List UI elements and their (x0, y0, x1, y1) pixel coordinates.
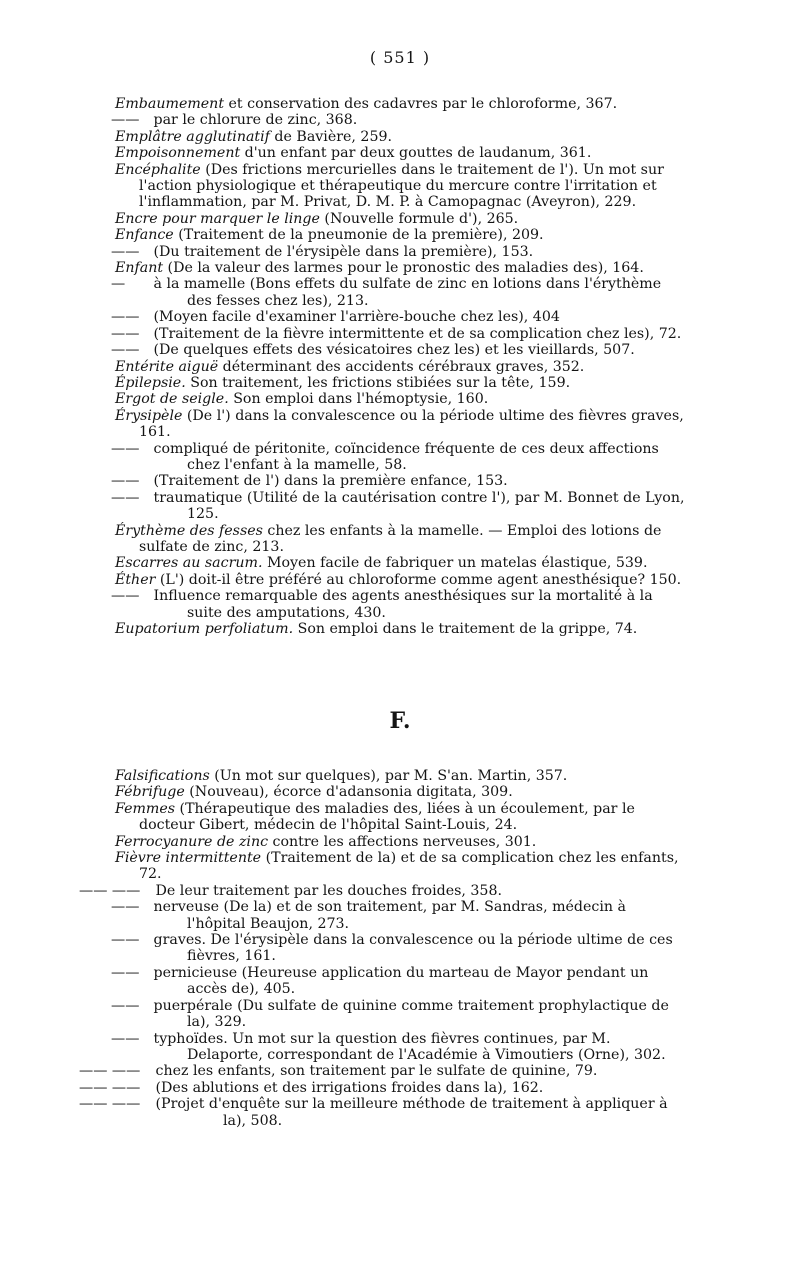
entry-headword: Empoisonnement (115, 145, 241, 162)
index-entry (115, 211, 687, 227)
index-section-f (79, 768, 687, 1129)
entry-headword: Embaumement (115, 96, 225, 112)
index-entry: —— (Traitement de l') dans la première enfance, 153. (111, 473, 508, 490)
index-entry: —— compliqué de péritonite, coïncidence fréquente de ces deux affections chez l'enfant à la mamelle, 58. (111, 440, 659, 473)
entry-text: (Traitement de la fièvre intermittente et de sa complication chez les), 72. (149, 325, 682, 342)
entry-text: (Nouveau), écorce d'adansonia digitata, 309. (184, 784, 513, 801)
index-entry (115, 227, 687, 243)
entry-text: d'un enfant par deux gouttes de laudanum, 361. (240, 145, 592, 162)
entry-text: Influence remarquable des agents anesthésiques sur la mortalité à la suite des amputations, 430. (149, 588, 653, 621)
entry-headword: Eupatorium perfoliatum. (115, 621, 294, 637)
entry-headword: Falsifications (115, 768, 210, 784)
entry-text: (L') doit-il être préféré au chloroforme comme agent anesthésique? 150. (155, 571, 682, 588)
entry-headword: Fièvre intermittente (115, 850, 262, 867)
entry-text: Moyen facile de fabriquer un matelas élastique, 539. (262, 555, 648, 572)
entry-text: compliqué de péritonite, coïncidence fréquente de ces deux affections chez l'enfant à la mamelle, 58. (149, 440, 659, 473)
entry-text: graves. De l'érysipèle dans la convalescence ou la période ultime de ces fièvres, 161. (149, 932, 673, 965)
entry-headword: Escarres au sacrum. (115, 555, 263, 572)
index-entry (115, 834, 687, 850)
page-number: ( 551 ) (369, 48, 431, 67)
index-entry (115, 768, 687, 784)
entry-text: contre les affections nerveuses, 301. (268, 833, 537, 850)
entry-text: de Bavière, 259. (269, 128, 393, 145)
index-entry: — à la mamelle (Bons effets du sulfate de zinc en lotions dans l'érythème des fesses chez les), 213. (111, 276, 662, 309)
entry-headword: Enfant (115, 260, 164, 277)
entry-text: (Nouvelle formule d'), 265. (319, 210, 519, 227)
index-entry (115, 801, 687, 834)
index-entry (115, 96, 687, 112)
entry-text: (Thérapeutique des maladies des, liées à un écoulement, par le docteur Gibert, médecin de l'hôpital Saint-Louis, 24. (139, 800, 635, 834)
index-entry: —— par le chlorure de zinc, 368. (111, 112, 358, 129)
entry-headword: Femmes (115, 800, 176, 817)
entry-text: traumatique (Utilité de la cautérisation contre l'), par M. Bonnet de Lyon, 125. (149, 489, 685, 523)
entry-text: et conservation des cadavres par le chloroforme, 367. (224, 96, 618, 112)
index-entry: —— graves. De l'érysipèle dans la convalescence ou la période ultime de ces fièvres, 161. (111, 932, 673, 965)
entry-headword: Épilepsie. (115, 374, 186, 391)
entry-text: Son traitement, les frictions stibiées sur la tête, 159. (185, 374, 571, 391)
index-entry: —— (Traitement de la fièvre intermittente et de sa complication chez les), 72. (111, 325, 682, 342)
entry-text: nerveuse (De la) et de son traitement, par M. Sandras, médecin à l'hôpital Beaujon, 273. (149, 899, 626, 932)
index-entry (115, 572, 687, 588)
entry-headword: Éther (115, 571, 156, 588)
index-entry: —— —— (Des ablutions et des irrigations froides dans la), 162. (79, 1079, 544, 1096)
index-entry: —— traumatique (Utilité de la cautérisation contre l'), par M. Bonnet de Lyon, 125. (111, 489, 685, 523)
entry-text: (Du traitement de l'érysipèle dans la première), 153. (149, 243, 534, 260)
entry-text: (Des frictions mercurielles dans le traitement de l'). Un mot sur l'action physiologique et thérapeutique du mercure contre l'irritation et l'inflammation, par M. Privat, D. M. P. à Camopagnac (Aveyron), 229. (139, 161, 664, 211)
entry-text: (Traitement de l') dans la première enfance, 153. (149, 473, 508, 490)
index-entry (115, 391, 687, 407)
index-entry (115, 784, 687, 800)
entry-headword: Fébrifuge (115, 784, 185, 801)
index-entry: —— puerpérale (Du sulfate de quinine comme traitement prophylactique de la), 329. (111, 997, 669, 1031)
entry-text: Son emploi dans le traitement de la grippe, 74. (293, 621, 638, 637)
entry-text: par le chlorure de zinc, 368. (149, 112, 358, 129)
entry-text: Son emploi dans l'hémoptysie, 160. (228, 391, 489, 408)
index-entry: —— —— (Projet d'enquête sur la meilleure méthode de traitement à appliquer à la), 508. (79, 1096, 668, 1129)
entry-text: (De quelques effets des vésicatoires chez les) et les vieillards, 507. (149, 342, 635, 359)
entry-headword: Entérite aiguë (115, 358, 219, 375)
entry-headword: Érysipèle (115, 407, 183, 424)
index-entry: —— pernicieuse (Heureuse application du marteau de Mayor pendant un accès de), 405. (111, 964, 649, 998)
entry-text: déterminant des accidents cérébraux graves, 352. (218, 358, 585, 375)
entry-text: (Projet d'enquête sur la meilleure méthode de traitement à appliquer à la), 508. (151, 1096, 668, 1129)
entry-text: (Traitement de la pneumonie de la première), 209. (173, 227, 544, 244)
index-entry: —— —— chez les enfants, son traitement par le sulfate de quinine, 79. (79, 1063, 598, 1080)
entry-text: à la mamelle (Bons effets du sulfate de zinc en lotions dans l'érythème des fesses chez les), 213. (149, 276, 662, 309)
section-letter-heading: F. (389, 708, 411, 734)
index-entry (115, 359, 687, 375)
entry-text: (Traitement de la) et de sa complication chez les enfants, 72. (139, 850, 679, 883)
index-entry: —— (Moyen facile d'examiner l'arrière-bouche chez les), 404 (111, 309, 560, 326)
index-entry: —— (De quelques effets des vésicatoires chez les) et les vieillards, 507. (111, 342, 635, 359)
entry-headword: Encéphalite (115, 161, 201, 178)
entry-headword: Encre pour marquer le linge (115, 210, 320, 227)
entry-headword: Érythème des fesses (115, 522, 263, 539)
entry-headword: Enfance (115, 227, 174, 244)
entry-text: (Des ablutions et des irrigations froides dans la), 162. (151, 1079, 544, 1096)
entry-text: puerpérale (Du sulfate de quinine comme traitement prophylactique de la), 329. (149, 997, 669, 1031)
index-entry: —— (Du traitement de l'érysipèle dans la première), 153. (111, 243, 534, 260)
entry-headword: Emplâtre agglutinatif (115, 128, 270, 145)
index-entry: —— nerveuse (De la) et de son traitement, par M. Sandras, médecin à l'hôpital Beaujon, 273. (111, 899, 626, 932)
index-entry: —— —— De leur traitement par les douches froides, 358. (79, 882, 502, 899)
index-entry (115, 162, 687, 211)
entry-text: pernicieuse (Heureuse application du marteau de Mayor pendant un accès de), 405. (149, 964, 649, 998)
entry-text: chez les enfants, son traitement par le sulfate de quinine, 79. (151, 1063, 598, 1080)
index-section-e (111, 96, 687, 637)
index-entry (115, 850, 687, 883)
entry-text: (De l') dans la convalescence ou la période ultime des fièvres graves, 161. (139, 407, 684, 441)
index-entry: —— typhoïdes. Un mot sur la question des fièvres continues, par M. Delaporte, correspondant de l'Académie à Vimoutiers (Orne), 302. (111, 1030, 666, 1063)
index-entry (115, 145, 687, 161)
entry-text: (De la valeur des larmes pour le pronostic des maladies des), 164. (163, 260, 644, 277)
index-entry (115, 260, 687, 276)
index-entry (115, 375, 687, 391)
entry-text: (Moyen facile d'examiner l'arrière-bouche chez les), 404 (149, 309, 560, 326)
entry-headword: Ergot de seigle. (115, 391, 229, 408)
index-entry (115, 408, 687, 441)
entry-text: typhoïdes. Un mot sur la question des fièvres continues, par M. Delaporte, correspondant de l'Académie à Vimoutiers (Orne), 302. (149, 1030, 666, 1063)
index-entry (115, 523, 687, 556)
entry-text: De leur traitement par les douches froides, 358. (151, 882, 502, 899)
index-entry (115, 555, 687, 571)
index-entry (115, 621, 687, 637)
entry-text: chez les enfants à la mamelle. — Emploi des lotions de sulfate de zinc, 213. (139, 522, 662, 555)
index-entry: —— Influence remarquable des agents anesthésiques sur la mortalité à la suite des amputations, 430. (111, 588, 653, 621)
index-entry (115, 129, 687, 145)
entry-headword: Ferrocyanure de zinc (115, 833, 269, 850)
entry-text: (Un mot sur quelques), par M. S'an. Martin, 357. (209, 768, 568, 784)
